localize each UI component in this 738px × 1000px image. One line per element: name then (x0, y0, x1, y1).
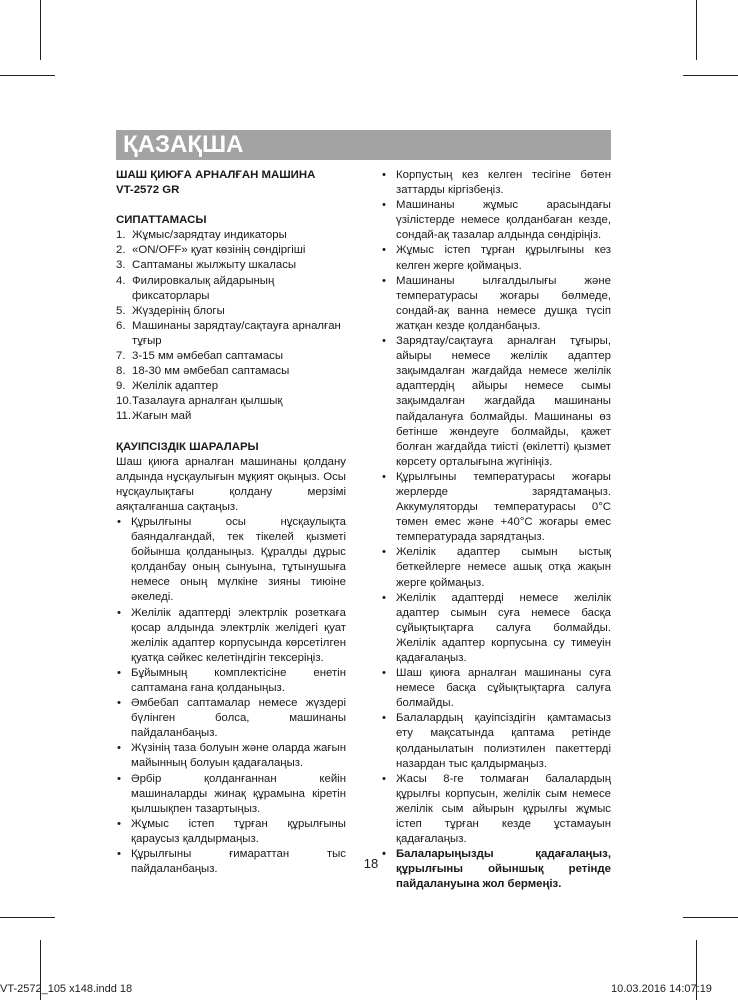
crop-mark (40, 0, 41, 60)
list-item: 6. Машинаны зарядтау/сақтауға арналған тұғыр (116, 319, 341, 347)
safety-list-right (381, 168, 611, 893)
safety-intro: Шаш қиюға арналған машинаны қолдану алдында нұсқаулығын мұқият оқыңыз. Осы нұсқаулықтағы қолдану мерзімі аяқталғанша сақтаңыз. (116, 455, 346, 513)
list-item: • Машинаны жұмыс арасындағы үзілістерде немесе қолданбаған кезде, сондай-ақ тазалар алдында сөндіріңіз. (382, 199, 611, 242)
list-item: • Құрылғыны температурасы жоғары жерлерде зарядтамаңыз. Аккумуляторды температурасы 0°C төмен емес және +40°C жоғары емес температурада зарядтаңыз. (382, 470, 611, 544)
list-item: • Жұмыс істеп тұрған құрылғыны кез келген жерге қоймаңыз. (382, 244, 611, 272)
list-item: 1. Жұмыс/зарядтау индикаторы (116, 229, 287, 242)
list-item: • Машинаны ылғалдылығы және температурасы жоғары бөлмеде, сондай-ақ ванна немесе душқа түсіп жатқан кезде қолданбаңыз. (382, 274, 611, 332)
parts-list (116, 228, 346, 424)
footer-datetime: 10.03.2016 14:07:19 (611, 983, 712, 995)
list-item: • Балалардың қауіпсіздігін қамтамасыз ету мақсатында қаптама ретінде қолданылатын полиэтилен пакеттерді назардан тыс қалдырмаңыз. (382, 712, 611, 770)
left-column (116, 168, 346, 877)
page-number: 18 (363, 856, 379, 871)
list-item: • Жасы 8-ге толмаған балалардың құрылғы корпусын, желілік сым немесе желілік сым айырын құрылғы жұмыс істеп тұрған кезде ұстамауын қадағалаңыз. (382, 772, 611, 846)
crop-mark (683, 917, 738, 918)
list-item: 2. «ON/OFF» қуат көзінің сөндіргіші (116, 244, 306, 257)
safety-heading: ҚАУІПСІЗДІК ШАРАЛАРЫ (116, 440, 259, 453)
list-item: 4. Филировкалық айдарының фиксаторлары (116, 274, 275, 302)
list-item: • Шаш қиюға арналған машинаны суға немесе басқа сұйықтықтарға салуға болмайды. (382, 667, 611, 710)
crop-mark (0, 917, 55, 918)
list-item: 5. Жүздерінің блогы (116, 304, 225, 317)
right-column (381, 168, 611, 893)
safety-list-left (116, 515, 346, 877)
list-item: • Зарядтау/сақтауға арналған тұғыры, айыры немесе желілік адаптер зақымдалған жағдайда немесе желілік адаптердің айыры немесе сымы зақымдалған жағдайда машинаны пайдалануға болмайды. Машинаны өз бетінше жөндеуге болмайды, қажет болған жағдайда тиісті (өкілетті) қызмет көрсету орталығына жүгініңіз. (382, 335, 611, 468)
list-item: 9. Желілік адаптер (116, 380, 219, 393)
list-item-warning: • Балаларыңызды қадағалаңыз, құрылғыны ойыншық ретінде пайдалануына жол бермеңіз. (382, 848, 611, 891)
list-item: • Әрбір қолданғаннан кейін машиналарды жинақ құрамына кіретін қылшықпен тазартыңыз. (117, 772, 346, 815)
description-heading: СИПАТТАМАСЫ (116, 214, 207, 227)
list-item: 10. Тазалауға арналған қылшық (116, 395, 283, 408)
product-title: ШАШ ҚИЮҒА АРНАЛҒАН МАШИНА (116, 169, 316, 181)
list-item: • Корпустың кез келген тесігіне бөтен заттарды кіргізбеңіз. (382, 169, 611, 197)
footer-file: VT-2572_105 x148.indd 18 (0, 983, 133, 995)
list-item: 8. 18-30 мм әмбебап саптамасы (116, 365, 290, 378)
list-item: • Бұйымның комплектісіне енетін саптамана ғана қолданыңыз. (117, 666, 346, 694)
list-item: • Жұмыс істеп тұрған құрылғыны қараусыз қалдырмаңыз. (117, 817, 346, 845)
list-item: • Желілік адаптер сымын ыстық беткейлерге немесе ашық отқа жақын жерге қоймаңыз. (382, 546, 611, 589)
list-item: • Әмбебап саптамалар немесе жүздері бүлінген болса, машинаны пайдаланбаңыз. (117, 697, 346, 740)
list-item: • Жүзінің таза болуын және оларда жағын майынның болуын қадағалаңыз. (117, 742, 346, 770)
list-item: • Құрылғыны ғимараттан тыс пайдаланбаңыз. (117, 848, 346, 876)
list-item: • Құрылғыны осы нұсқаулықта баяндалғандай, тек тікелей қызметі бойынша қолданыңыз. Құралды дұрыс қолданбау оның сынуына, тұтынушыға немесе оның мүлкіне зияны тиюіне әкеледі. (117, 515, 346, 604)
crop-mark (696, 0, 697, 60)
crop-mark (0, 75, 55, 76)
list-item: • Желілік адаптерді немесе желілік адаптер сымын суға немесе басқа сұйықтықтарға салуға болмайды. Желілік адаптер корпусына су тимеуін қадағалаңыз. (382, 591, 611, 664)
language-header: ҚАЗАҚША (116, 130, 611, 160)
product-model: VT-2572 GR (116, 184, 180, 197)
crop-mark (683, 75, 738, 76)
list-item: • Желілік адаптерді электрлік розеткаға қосар алдында электрлік желідегі қуат желілік адаптер корпусында көрсетілген қуатқа сәйкес келетіндігін тексеріңіз. (117, 606, 346, 664)
list-item: 11. Жағын май (116, 410, 192, 423)
list-item: 7. 3-15 мм әмбебап саптамасы (116, 350, 284, 363)
list-item: 3. Саптаманы жылжыту шкаласы (116, 259, 297, 272)
